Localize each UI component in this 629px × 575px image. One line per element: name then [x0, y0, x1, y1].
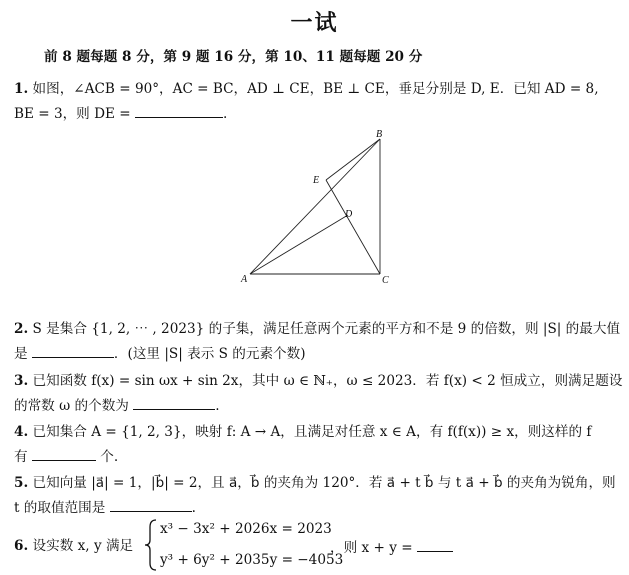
label-d: D	[345, 209, 353, 220]
problem-3-text: 已知函数 f(x) = sin ωx + sin 2x，其中 ω ∈ ℕ₊，ω ≤ 2023．若 f(x) < 2 恒成立，则满足题设	[32, 373, 623, 389]
problem-5-end: .	[191, 500, 196, 516]
problem-5-text: 已知向量 |a⃗| = 1，|b⃗| = 2，且 a⃗，b⃗ 的夹角为 120°．若 a⃗ + t b⃗ 与 t a⃗ + b⃗ 的夹角为锐角，则	[32, 475, 616, 491]
problem-2-line-1	[14, 320, 620, 338]
problem-2-number: 2.	[14, 321, 29, 337]
problem-1-line-1	[14, 80, 599, 98]
segment-be	[326, 139, 380, 180]
system-brace-icon	[144, 519, 158, 571]
problem-1-number: 1.	[14, 81, 29, 97]
problem-5-line-2	[14, 497, 196, 517]
problem-6-tail	[330, 537, 453, 557]
problem-4-line-2	[14, 446, 118, 466]
problem-2-end: ．(这里 |S| 表示 S 的元素个数)	[113, 346, 306, 362]
problem-6-number: 6.	[14, 538, 29, 554]
problem-4-text: 已知集合 A = {1, 2, 3}，映射 f: A → A，且满足对任意 x ∈ A，有 f(f(x)) ≥ x，则这样的 f	[32, 424, 592, 440]
label-c: C	[382, 275, 389, 286]
problem-3-end: .	[215, 398, 220, 414]
equation-2: y³ + 6y² + 2035y = −4053	[160, 552, 344, 568]
problem-3-line-2	[14, 395, 220, 415]
segment-ec	[326, 180, 380, 274]
problem-2-line-2	[14, 343, 306, 363]
segment-ad	[250, 215, 348, 274]
problem-4-end: 个.	[95, 449, 119, 465]
scoring-header: 前 8 题每题 8 分，第 9 题 16 分，第 10、11 题每题 20 分	[44, 49, 423, 65]
problem-6-answer-blank[interactable]	[417, 537, 453, 552]
problem-4-prompt: 有	[14, 449, 32, 465]
problem-5-number: 5.	[14, 475, 29, 491]
problem-2-text: S 是集合 {1, 2, ⋯ , 2023} 的子集，满足任意两个元素的平方和不是 9 的倍数，则 |S| 的最大值	[32, 321, 621, 337]
problem-1-prompt: BE = 3，则 DE =	[14, 106, 135, 122]
equation-1: x³ − 3x² + 2026x = 2023	[160, 521, 332, 537]
geometry-figure	[228, 124, 398, 289]
problem-5-prompt: t 的取值范围是	[14, 500, 110, 516]
label-e: E	[313, 175, 320, 186]
problem-4-answer-blank[interactable]	[32, 446, 96, 461]
problem-4-number: 4.	[14, 424, 29, 440]
problem-3-number: 3.	[14, 373, 29, 389]
page-title: 一试	[290, 10, 339, 36]
problem-3-answer-blank[interactable]	[133, 395, 215, 410]
problem-4-line-1	[14, 423, 591, 441]
problem-2-prompt: 是	[14, 346, 32, 362]
segment-ab	[250, 139, 380, 274]
problem-3-line-1	[14, 372, 622, 390]
problem-6-intro	[14, 537, 133, 555]
problem-1-answer-blank[interactable]	[135, 103, 223, 118]
problem-6-prompt: ，则 x + y =	[330, 540, 417, 556]
problem-5-line-1	[14, 474, 616, 492]
problem-2-answer-blank[interactable]	[32, 343, 114, 358]
problem-3-prompt: 的常数 ω 的个数为	[14, 398, 134, 414]
problem-1-line-2	[14, 103, 227, 123]
problem-6-text: 设实数 x, y 满足	[32, 538, 134, 554]
problem-1-end: .	[222, 106, 228, 122]
problem-1-text: 如图，∠ACB = 90°，AC = BC，AD ⊥ CE，BE ⊥ CE，垂足分别是 D, E．已知 AD = 8,	[32, 81, 599, 97]
problem-5-answer-blank[interactable]	[110, 497, 192, 512]
label-b: B	[376, 129, 383, 140]
label-a: A	[241, 274, 248, 285]
